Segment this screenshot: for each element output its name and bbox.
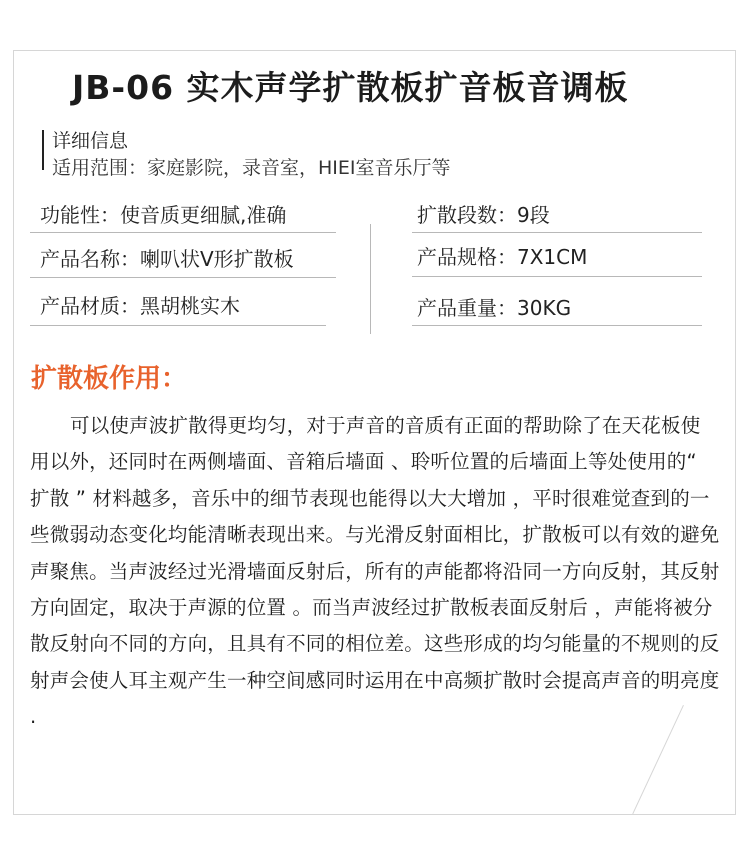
spec-product-name (40, 243, 294, 272)
spec-size (417, 241, 587, 270)
spec-diffusion-segments-label: 扩散段数： (417, 203, 517, 227)
detail-scope: 适用范围：家庭影院，录音室，HIEI室音乐厅等 (52, 157, 451, 179)
spec-material-label: 产品材质： (40, 294, 140, 318)
spec-size-value: 7X1CM (517, 245, 588, 269)
spec-weight (417, 292, 571, 321)
spec-weight-value: 30KG (517, 296, 572, 320)
spec-product-name-label: 产品名称： (40, 247, 140, 271)
spec-product-name-value: 喇叭状V形扩散板 (140, 247, 294, 271)
page-title: JB-06 实木声学扩散板扩音板音调板 (72, 68, 629, 107)
spec-function-label: 功能性： (40, 203, 120, 227)
usage-body: 可以使声波扩散得更均匀，对于声音的音质有正面的帮助除了在天花板使用以外，还同时在两侧墙面、音箱后墙面 、聆听位置的后墙面上等处使用的“ 扩散 ” 材料越多，音乐中的细节表现也能得以大大增加 ，平时很难觉查到的一些微弱动态变化均能清晰表现出来。与光滑反射面相比，扩散板可以有效的避免声聚焦。当声波经过光滑墙面反射后，所有的声能都将沿同一方向反射，其反射方向固定，取决于声源的位置 。而当声波经过扩散板表面反射后 ，声能将被分散反射向不同的方向，且具有不同的相位差。这些形成的均匀能量的不规则的反射声会使人耳主观产生一种空间感同时运用在中高频扩散时会提高声音的明亮度 . (30, 414, 720, 729)
detail-accent-bar (42, 130, 44, 170)
usage-heading: 扩散板作用： (31, 364, 188, 394)
spec-diffusion-segments-value: 9段 (517, 203, 550, 227)
spec-material-value: 黑胡桃实木 (140, 294, 240, 318)
spec-material (40, 290, 240, 319)
spec-weight-label: 产品重量： (417, 296, 517, 320)
detail-heading: 详细信息 (52, 130, 129, 152)
spec-diffusion-segments (417, 199, 550, 228)
spec-divider (412, 232, 702, 233)
spec-function (40, 199, 286, 228)
spec-divider (30, 277, 336, 278)
spec-divider (412, 276, 702, 277)
spec-size-label: 产品规格： (417, 245, 517, 269)
spec-divider (30, 325, 326, 326)
spec-column-divider (370, 224, 371, 334)
spec-function-value: 使音质更细腻,准确 (120, 203, 287, 227)
spec-divider (412, 325, 702, 326)
spec-divider (30, 232, 336, 233)
